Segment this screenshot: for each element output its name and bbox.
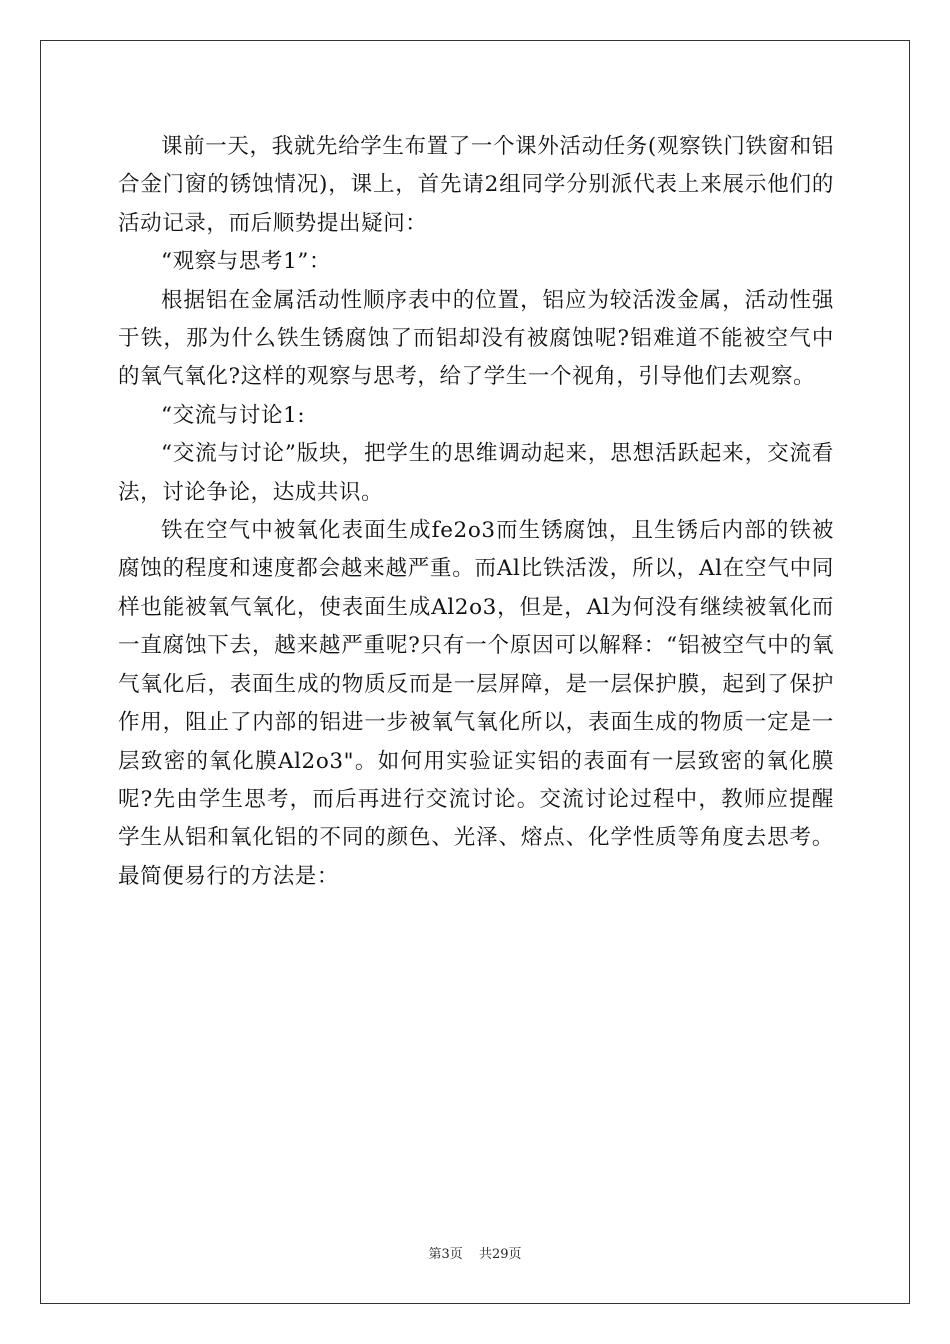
page-total: 共29页 [478,1247,522,1262]
paragraph-heading-observe: “观察与思考1”： [161,249,332,275]
document-body [118,128,834,896]
paragraph-explanation: 铁在空气中被氧化表面生成fe2o3而生锈腐蚀，且生锈后内部的铁被腐蚀的程度和速度都会越来越严重。而Al比铁活泼，所以，Al在空气中同样也能被氧气氧化，使表面生成Al2o3，但是，Al为何没有继续被氧化而一直腐蚀下去，越来越严重呢?只有一个原因可以解释：“铝被空气中的氧气氧化后，表面生成的物质反而是一层屏障，是一层保护膜，起到了保护作用，阻止了内部的铝进一步被氧气氧化所以，表面生成的物质一定是一层致密的氧化膜Al2o3"。如何用实验证实铝的表面有一层致密的氧化膜呢?先由学生思考，而后再进行交流讨论。交流讨论过程中，教师应提醒学生从铝和氧化铝的不同的颜色、光泽、熔点、化学性质等角度去思考。最简便易行的方法是： [118,518,834,889]
page-number: 第3页 [428,1247,463,1262]
paragraph-heading-discuss: “交流与讨论1: [161,402,306,428]
page-footer [0,1243,950,1262]
paragraph-discuss: “交流与讨论”版块，把学生的思维调动起来，思想活跃起来，交流看法，讨论争论，达成共识。 [118,441,834,505]
paragraph-observe: 根据铝在金属活动性顺序表中的位置，铝应为较活泼金属，活动性强于铁，那为什么铁生锈腐蚀了而铝却没有被腐蚀呢?铝难道不能被空气中的氧气氧化?这样的观察与思考，给了学生一个视角，引导他们去观察。 [118,287,834,390]
paragraph-intro: 课前一天，我就先给学生布置了一个课外活动任务(观察铁门铁窗和铝合金门窗的锈蚀情况)，课上，首先请2组同学分别派代表上来展示他们的活动记录，而后顺势提出疑问： [118,134,834,236]
